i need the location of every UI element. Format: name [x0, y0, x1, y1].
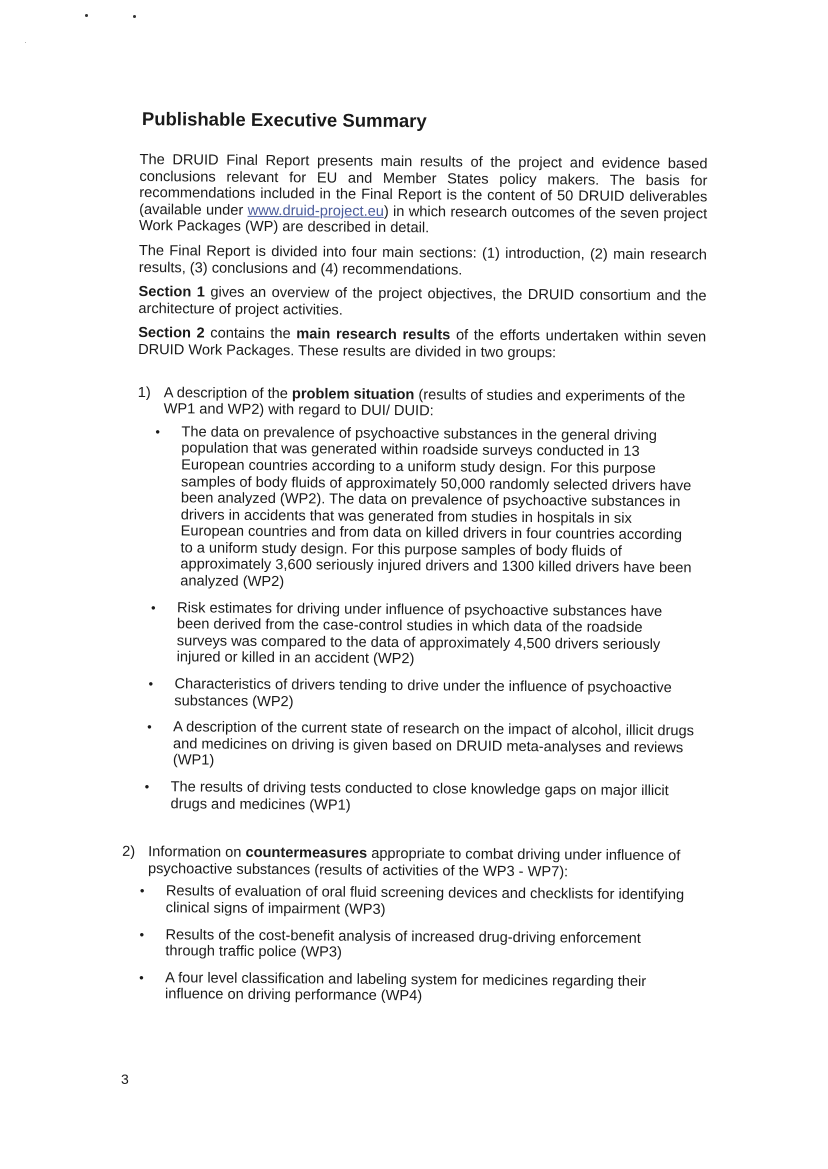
intro-paragraph	[139, 152, 708, 239]
list-item-text: The results of driving tests conducted to close knowledge gaps on major illicit drugs and medicines (WP1)	[170, 779, 669, 814]
bullet-icon: •	[144, 779, 150, 795]
scan-speck	[85, 14, 88, 17]
group1-bold: problem situation	[291, 385, 415, 403]
group2-post: appropriate to combat driving under influence of psychoactive substances (results of activities of the WP3 - WP7):	[147, 845, 681, 881]
list-item	[139, 970, 701, 1008]
group2-text	[148, 844, 702, 882]
group2-bold: countermeasures	[245, 845, 368, 862]
group2-pre: Information on	[148, 844, 246, 862]
list-item-text: Risk estimates for driving under influence of psychoactive substances have been derived from the case-control studies in which data of the roadside surveys was compared to the data of approximately 4,500 drivers seriously injured or killed in an accident (WP2)	[176, 599, 663, 668]
bullet-icon: •	[148, 676, 154, 692]
scan-speck	[133, 15, 136, 18]
bullet-icon: •	[147, 719, 152, 735]
list-item	[148, 676, 703, 714]
group1-bullet-list	[134, 424, 705, 817]
list-item-text: The data on prevalence of psychoactive substances in the general driving population that was generated within roadside surveys conducted in 13 European countries according to a uniform study design. For this purpose samples of body fluids of approximately 50,000 randomly selected drivers have been analyzed (WP2). The data on prevalence of psychoactive substances in drivers in accidents that was generated from studies in hospitals in six European countries and from data on killed drivers in four countries according to a uniform study design. For this purpose samples of body fluids of approximately 3,600 seriously injured drivers and 1300 killed drivers have been analyzed (WP2)	[180, 424, 692, 591]
group1-intro	[138, 385, 706, 423]
page-title: Publishable Executive Summary	[141, 108, 427, 132]
group2-intro	[122, 844, 702, 882]
group-problem-situation	[134, 385, 705, 817]
group1-number: 1)	[137, 384, 151, 401]
list-item	[139, 927, 701, 965]
group-countermeasures	[121, 844, 702, 1007]
list-item	[147, 719, 703, 773]
group1-pre: A description of the	[163, 384, 293, 402]
bullet-icon: •	[139, 969, 144, 985]
list-item	[144, 779, 702, 817]
list-item-text: A four level classification and labeling system for medicines regarding their influence on driving performance (WP4)	[164, 969, 647, 1005]
group1-post: (results of studies and experiments of the WP1 and WP2) with regard to DUI/ DUID:	[163, 386, 686, 420]
druid-project-link[interactable]: www.druid-project.eu	[247, 202, 384, 220]
sections-paragraph: The Final Report is divided into four main sections: (1) introduction, (2) main research results, (3) conclusions and (4) recommendations.	[138, 242, 707, 279]
document-body	[122, 108, 708, 1017]
bullet-icon: •	[139, 883, 145, 899]
group2-bullet-list	[121, 883, 702, 1007]
list-item-text: Results of the cost-benefit analysis of increased drug-driving enforcement through traffic police (WP3)	[165, 926, 641, 961]
group1-text	[164, 385, 706, 422]
bullet-icon: •	[151, 599, 156, 615]
section2-label: Section 2	[138, 325, 205, 342]
section1-label: Section 1	[138, 284, 205, 301]
list-item	[151, 600, 705, 671]
list-item-text: Characteristics of drivers tending to drive under the influence of psychoactive substances (WP2)	[174, 676, 672, 710]
section2-text1: contains the	[204, 325, 297, 343]
group2-number: 2)	[122, 844, 136, 861]
bullet-icon: •	[155, 423, 161, 439]
scan-speck	[25, 42, 26, 43]
bullet-icon: •	[139, 926, 145, 942]
list-item-text: Results of evaluation of oral fluid screening devices and checklists for identifying clinical signs of impairment (WP3)	[165, 883, 685, 918]
section2-paragraph	[138, 325, 706, 363]
list-item	[154, 424, 705, 594]
intro-text-part1: The DRUID Final Report presents main results of the project and evidence based conclusions relevant for EU and Member States policy makers. The basis for recommendations included in the Final Report is the content of 50 DRUID deliverables (available under	[139, 151, 708, 219]
section1-text: gives an overview of the project objectives, the DRUID consortium and the architecture of project activities.	[138, 284, 707, 319]
list-item	[140, 883, 702, 921]
list-item-text: A description of the current state of research on the impact of alcohol, illicit drugs and medicines on driving is given based on DRUID meta-analyses and reviews (WP1)	[172, 719, 694, 770]
section1-paragraph	[138, 284, 706, 322]
section2-bold: main research results	[296, 326, 451, 344]
section2-text2: of the efforts undertaken within seven DRUID Work Packages. These results are divided in two groups:	[138, 327, 707, 362]
page-number: 3	[121, 1071, 129, 1087]
intro-text-part2: ) in which research outcomes of the seven project Work Packages (WP) are described in detail.	[139, 203, 708, 237]
